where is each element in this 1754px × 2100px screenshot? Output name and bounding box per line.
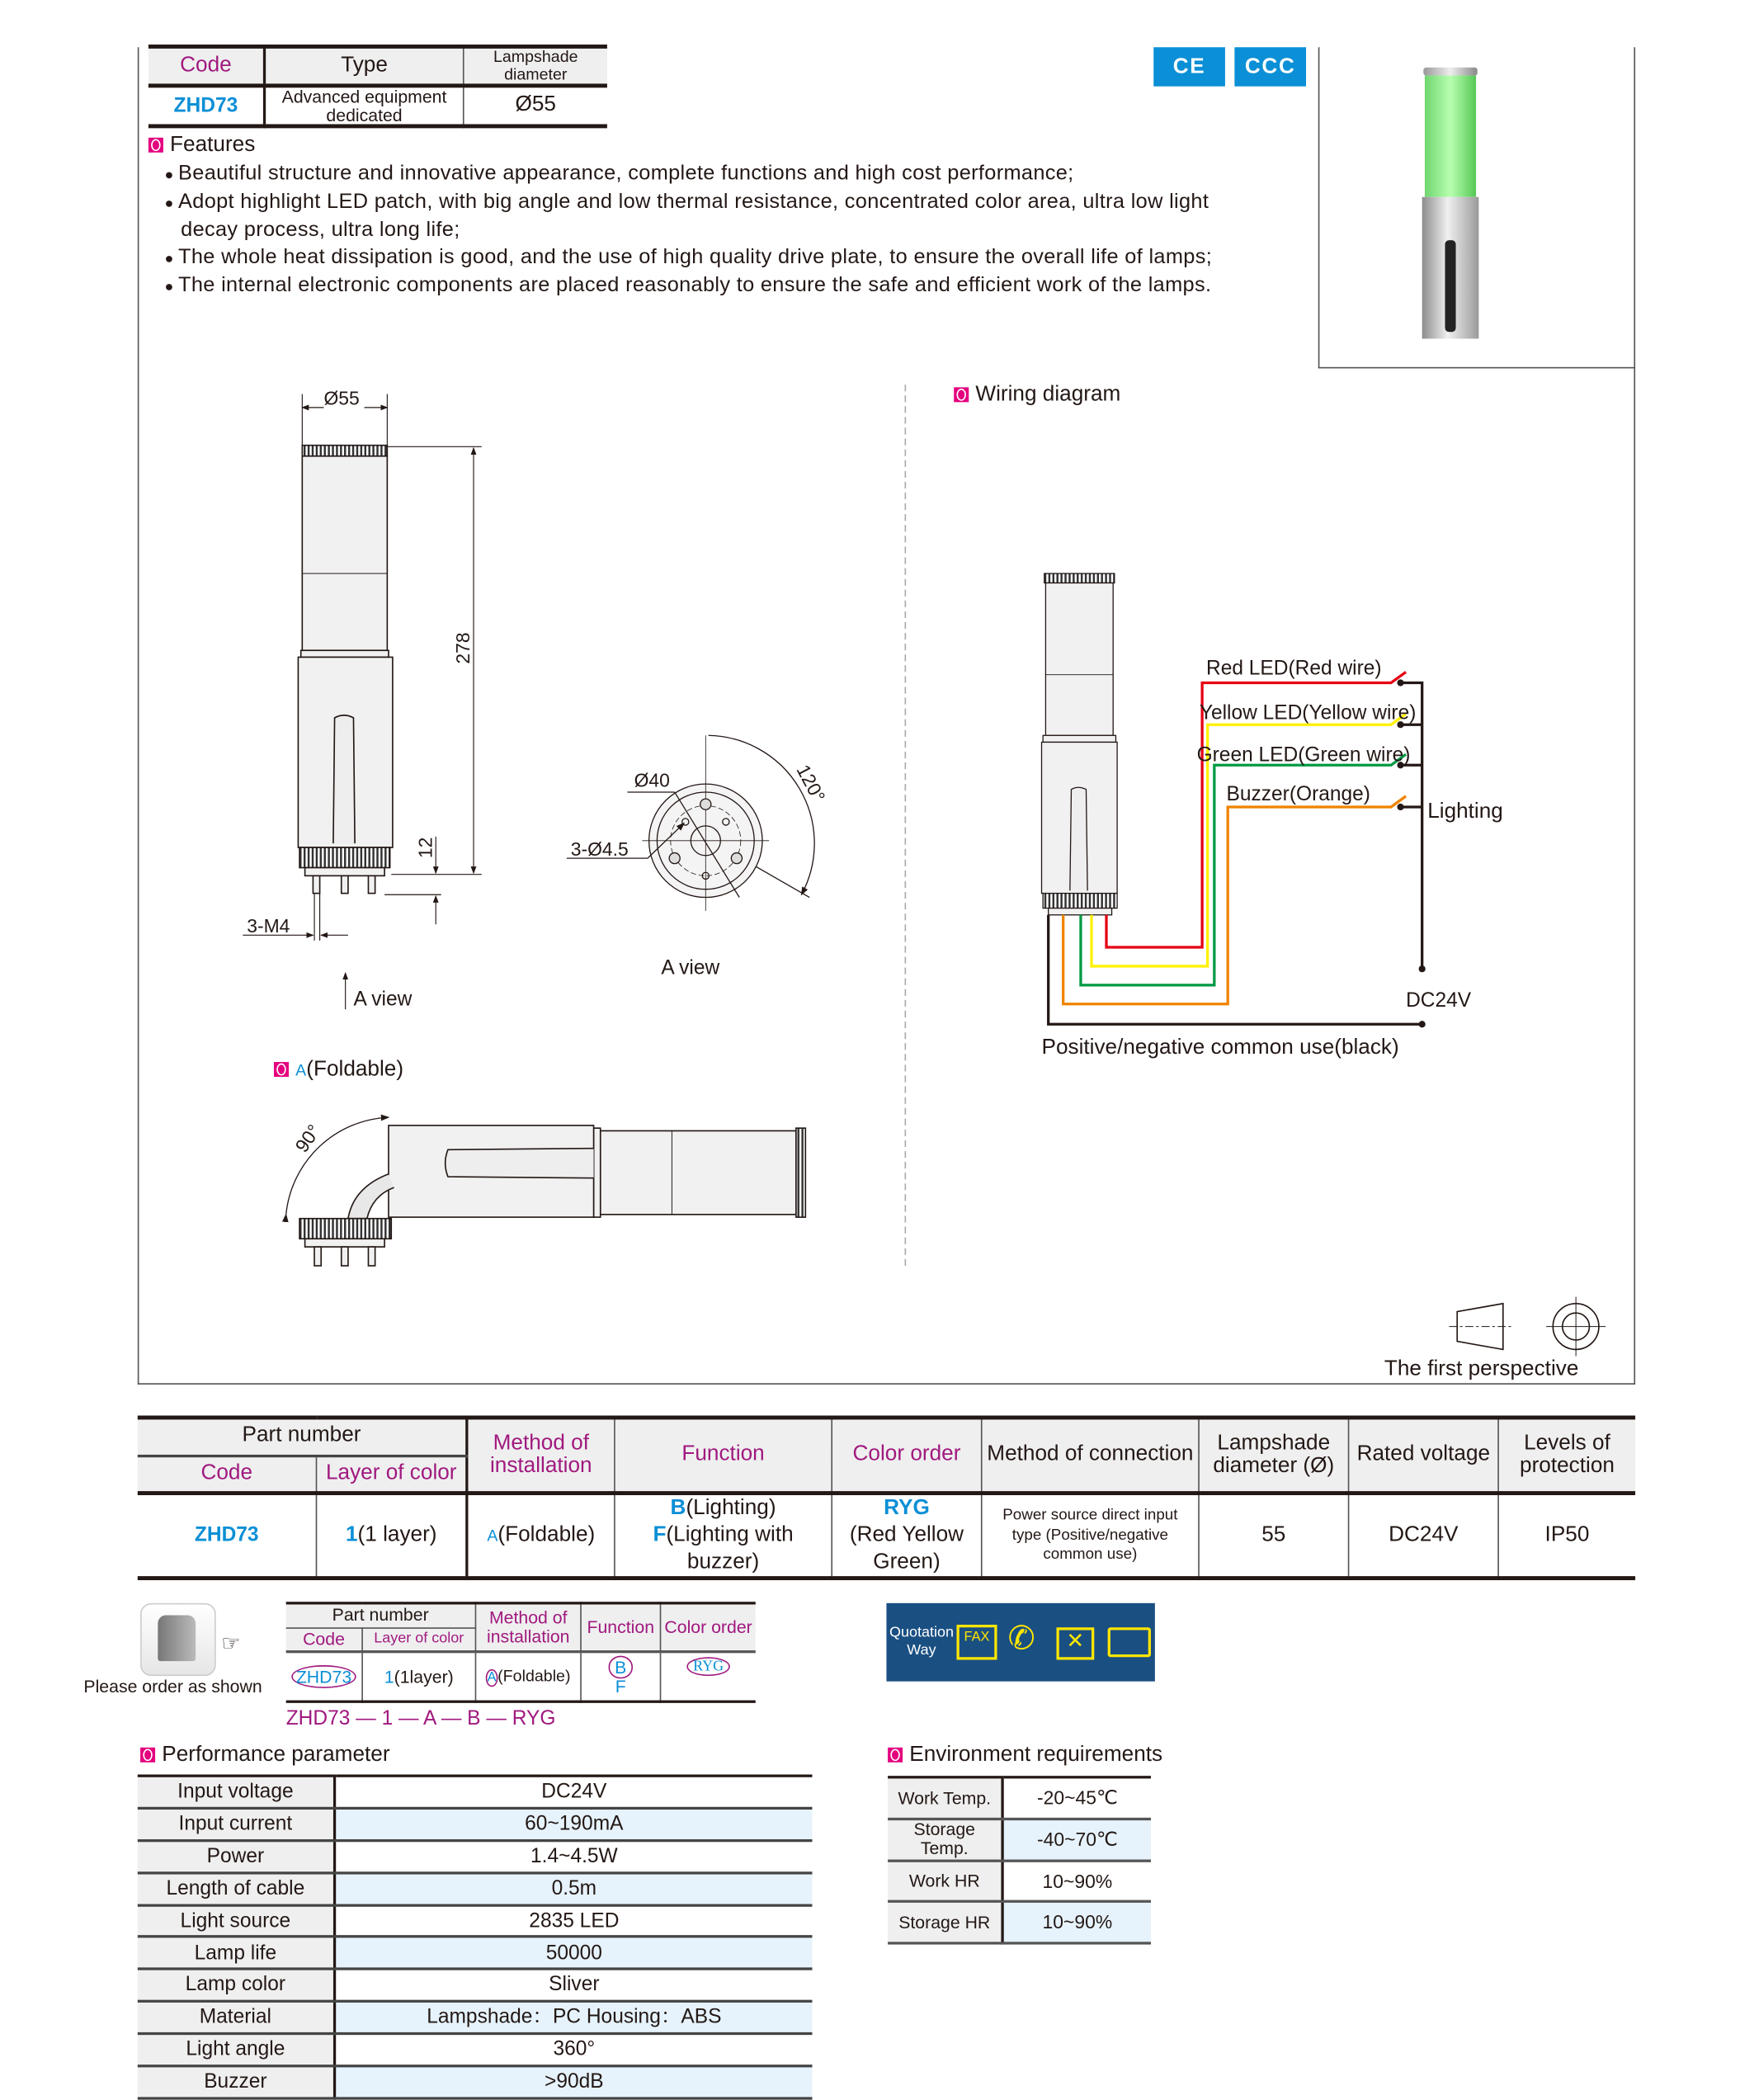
order-install-text: (Foldable)	[497, 1666, 571, 1686]
phone-call-icon[interactable]: ✆	[1007, 1621, 1035, 1658]
ccc-badge: CCC	[1234, 47, 1306, 86]
spec-color-text: (Red Yellow Green)	[849, 1523, 964, 1574]
row-value: Lampshade：PC Housing：ABS	[335, 2002, 813, 2034]
first-angle-projection-icon	[1449, 1297, 1605, 1357]
section-marker-icon	[888, 1748, 903, 1763]
fax-icon[interactable]: FAX	[956, 1625, 997, 1660]
label-lighting: Lighting	[1427, 798, 1503, 823]
email-icon[interactable]: ✕	[1057, 1627, 1095, 1659]
spec-func-b-text: (Lighting)	[686, 1496, 776, 1520]
phone-icon	[140, 1603, 216, 1676]
label-common-wire: Positive/negative common use(black)	[1041, 1034, 1399, 1059]
order-color	[661, 1652, 756, 1702]
order-header-code: Code	[286, 1627, 362, 1651]
a-view-label: A view	[661, 956, 720, 979]
row-label: Length of cable	[138, 1872, 335, 1904]
row-label: Work HR	[888, 1860, 1002, 1901]
spec-header-protection: Levels of protection	[1520, 1431, 1615, 1477]
foldable-drawing	[299, 1126, 805, 1266]
code-value: ZHD73	[149, 86, 265, 127]
label-green-led: Green LED(Green wire)	[1196, 743, 1411, 767]
row-value: 1.4~4.5W	[335, 1840, 813, 1872]
spec-voltage: DC24V	[1349, 1494, 1499, 1579]
spec-connection: Power source direct input type (Positive/negative common use)	[982, 1494, 1199, 1579]
order-install-code: A	[487, 1670, 497, 1686]
order-caption: Please order as shown	[83, 1676, 262, 1697]
table-row	[138, 1872, 813, 1904]
dim-angle: 120°	[792, 761, 830, 806]
row-value: -20~45℃	[1002, 1777, 1151, 1819]
wiring-title: Wiring diagram	[975, 383, 1121, 407]
order-header-color-order: Color order	[664, 1616, 752, 1637]
row-value: 360°	[335, 2034, 813, 2066]
table-row	[888, 1860, 1151, 1901]
order-layer-code: 1	[384, 1666, 394, 1687]
spec-color-code: RYG	[884, 1496, 930, 1520]
spec-header-install: Method of installation	[467, 1418, 615, 1494]
spec-layer-text: (1 layer)	[357, 1522, 437, 1546]
row-value: Sliver	[335, 1970, 813, 2002]
spec-layer	[316, 1494, 466, 1579]
performance-table	[138, 1775, 813, 2100]
row-label: Input current	[138, 1808, 335, 1840]
foldable-code: A	[295, 1060, 307, 1080]
spec-color-order	[832, 1494, 982, 1579]
environment-title: Environment requirements	[909, 1743, 1163, 1767]
order-layer	[362, 1652, 475, 1702]
order-example: ZHD73 — 1 — A — B — RYG	[285, 1706, 556, 1730]
spec-header-part-number: Part number	[138, 1418, 467, 1456]
order-code	[286, 1652, 362, 1702]
dim-thread: 3-M4	[247, 915, 290, 937]
perspective-label: The first perspective	[1384, 1355, 1579, 1380]
features-title: Features	[170, 133, 256, 157]
spec-protection: IP50	[1544, 1522, 1590, 1546]
spec-func-b-code: B	[670, 1496, 686, 1520]
spec-table	[138, 1416, 1635, 1581]
spec-diameter: 55	[1199, 1494, 1349, 1579]
table-row	[888, 1777, 1151, 1819]
spec-header-color-order: Color order	[832, 1418, 982, 1494]
row-value: DC24V	[335, 1776, 813, 1808]
quotation-box	[886, 1603, 1154, 1682]
row-label: Storage HR	[888, 1902, 1002, 1943]
header-code: Code	[149, 46, 265, 85]
order-layer-text: (1layer)	[394, 1666, 454, 1687]
spec-func-f-code: F	[653, 1523, 667, 1547]
environment-heading	[888, 1744, 1162, 1767]
row-label: Lamp color	[138, 1970, 335, 2002]
type-value: Advanced equipment dedicated	[265, 86, 464, 127]
quotation-label: Quotation Way	[889, 1624, 954, 1659]
dim-pcd: Ø40	[634, 769, 670, 791]
order-install	[475, 1652, 581, 1702]
feature-item: ● Adopt highlight LED patch, with big angle and low thermal resistance, concentrated color area, ultra low light decay process, ultra long life;	[159, 189, 1238, 244]
row-label: Light source	[138, 1904, 335, 1937]
spec-install-code: A	[487, 1525, 498, 1545]
spec-layer-code: 1	[345, 1522, 358, 1546]
header-diameter: Lampshade diameter	[493, 47, 578, 84]
order-table	[286, 1602, 756, 1703]
feature-item: ● The internal electronic components are placed reasonably to ensure the safe and efficient work of the lamps.	[159, 272, 1238, 300]
environment-table	[888, 1776, 1151, 1944]
header-type: Type	[265, 46, 464, 85]
order-header-part-number: Part number	[286, 1603, 476, 1627]
spec-header-voltage: Rated voltage	[1349, 1418, 1499, 1494]
row-label: Power	[138, 1840, 335, 1872]
section-marker-icon	[140, 1748, 155, 1763]
order-function	[581, 1652, 660, 1702]
row-value: 10~90%	[1002, 1902, 1151, 1943]
order-header-install: Method of installation	[475, 1603, 581, 1652]
row-label: Lamp life	[138, 1937, 335, 1970]
label-buzzer: Buzzer(Orange)	[1226, 782, 1370, 805]
dim-pin-length: 12	[414, 837, 436, 859]
table-row	[888, 1902, 1151, 1943]
performance-title: Performance parameter	[162, 1743, 390, 1767]
a-view-drawing	[567, 735, 814, 911]
side-view-drawing	[298, 446, 392, 894]
feature-item: ● Beautiful structure and innovative appearance, complete functions and high cost performance;	[159, 161, 1238, 189]
spec-header-layer: Layer of color	[316, 1456, 466, 1494]
spec-func-f-text: (Lighting with buzzer)	[666, 1523, 794, 1574]
order-header-function: Function	[581, 1603, 660, 1652]
label-dc24v: DC24V	[1406, 989, 1472, 1012]
table-row	[138, 1840, 813, 1872]
table-row	[138, 1937, 813, 1970]
spec-install	[467, 1494, 615, 1579]
row-label: Buzzer	[138, 2066, 335, 2098]
label-yellow-led: Yellow LED(Yellow wire)	[1199, 701, 1417, 724]
feature-item: ● The whole heat dissipation is good, and the use of high quality drive plate, to ensure the overall life of lamps;	[159, 244, 1238, 272]
table-row	[888, 1819, 1151, 1860]
dim-holes: 3-Ø4.5	[570, 838, 629, 860]
row-label: Work Temp.	[888, 1777, 1002, 1819]
row-value: 0.5m	[335, 1872, 813, 1904]
performance-heading	[140, 1744, 389, 1767]
wiring-lamp-drawing	[1042, 573, 1118, 915]
website-monitor-icon[interactable]	[1108, 1627, 1151, 1657]
a-view-arrow-label: A view	[353, 988, 413, 1011]
dim-diameter-top: Ø55	[323, 387, 360, 409]
spec-header-code: Code	[138, 1456, 317, 1494]
row-value: -40~70℃	[1002, 1819, 1151, 1860]
order-func-f: F	[615, 1675, 626, 1696]
table-row	[138, 1970, 813, 2002]
spec-code: ZHD73	[138, 1494, 317, 1579]
wire-black	[1049, 915, 1422, 1024]
spec-header-diameter: Lampshade diameter (Ø)	[1199, 1418, 1349, 1494]
label-red-led: Red LED(Red wire)	[1206, 657, 1382, 680]
order-header-layer: Layer of color	[362, 1627, 475, 1651]
table-row	[138, 1776, 813, 1808]
row-label: Input voltage	[138, 1776, 335, 1808]
spec-function	[615, 1494, 832, 1579]
row-value: 50000	[335, 1937, 813, 1970]
fold-angle: 90°	[290, 1120, 325, 1157]
row-value: 10~90%	[1002, 1860, 1151, 1901]
spec-header-function: Function	[615, 1418, 832, 1494]
spec-header-connection: Method of connection	[982, 1418, 1199, 1494]
pointing-hand-icon: ☞	[221, 1632, 241, 1656]
table-row	[138, 1808, 813, 1840]
row-value: 60~190mA	[335, 1808, 813, 1840]
order-func-b: B	[608, 1655, 634, 1678]
ce-badge: CE	[1153, 47, 1225, 86]
table-row	[138, 2034, 813, 2066]
table-row	[138, 2002, 813, 2034]
diameter-value: Ø55	[515, 93, 556, 117]
foldable-label: (Foldable)	[306, 1058, 404, 1081]
row-value: >90dB	[335, 2066, 813, 2098]
table-row	[138, 1904, 813, 1937]
table-row	[138, 2066, 813, 2098]
order-color-value: RYG	[686, 1657, 730, 1676]
dim-height: 278	[452, 632, 474, 664]
order-code-value: ZHD73	[292, 1665, 356, 1688]
spec-install-text: (Foldable)	[497, 1522, 596, 1546]
row-label: Storage Temp.	[888, 1819, 1002, 1860]
row-label: Material	[138, 2002, 335, 2034]
row-value: 2835 LED	[335, 1904, 813, 1937]
row-label: Light angle	[138, 2034, 335, 2066]
